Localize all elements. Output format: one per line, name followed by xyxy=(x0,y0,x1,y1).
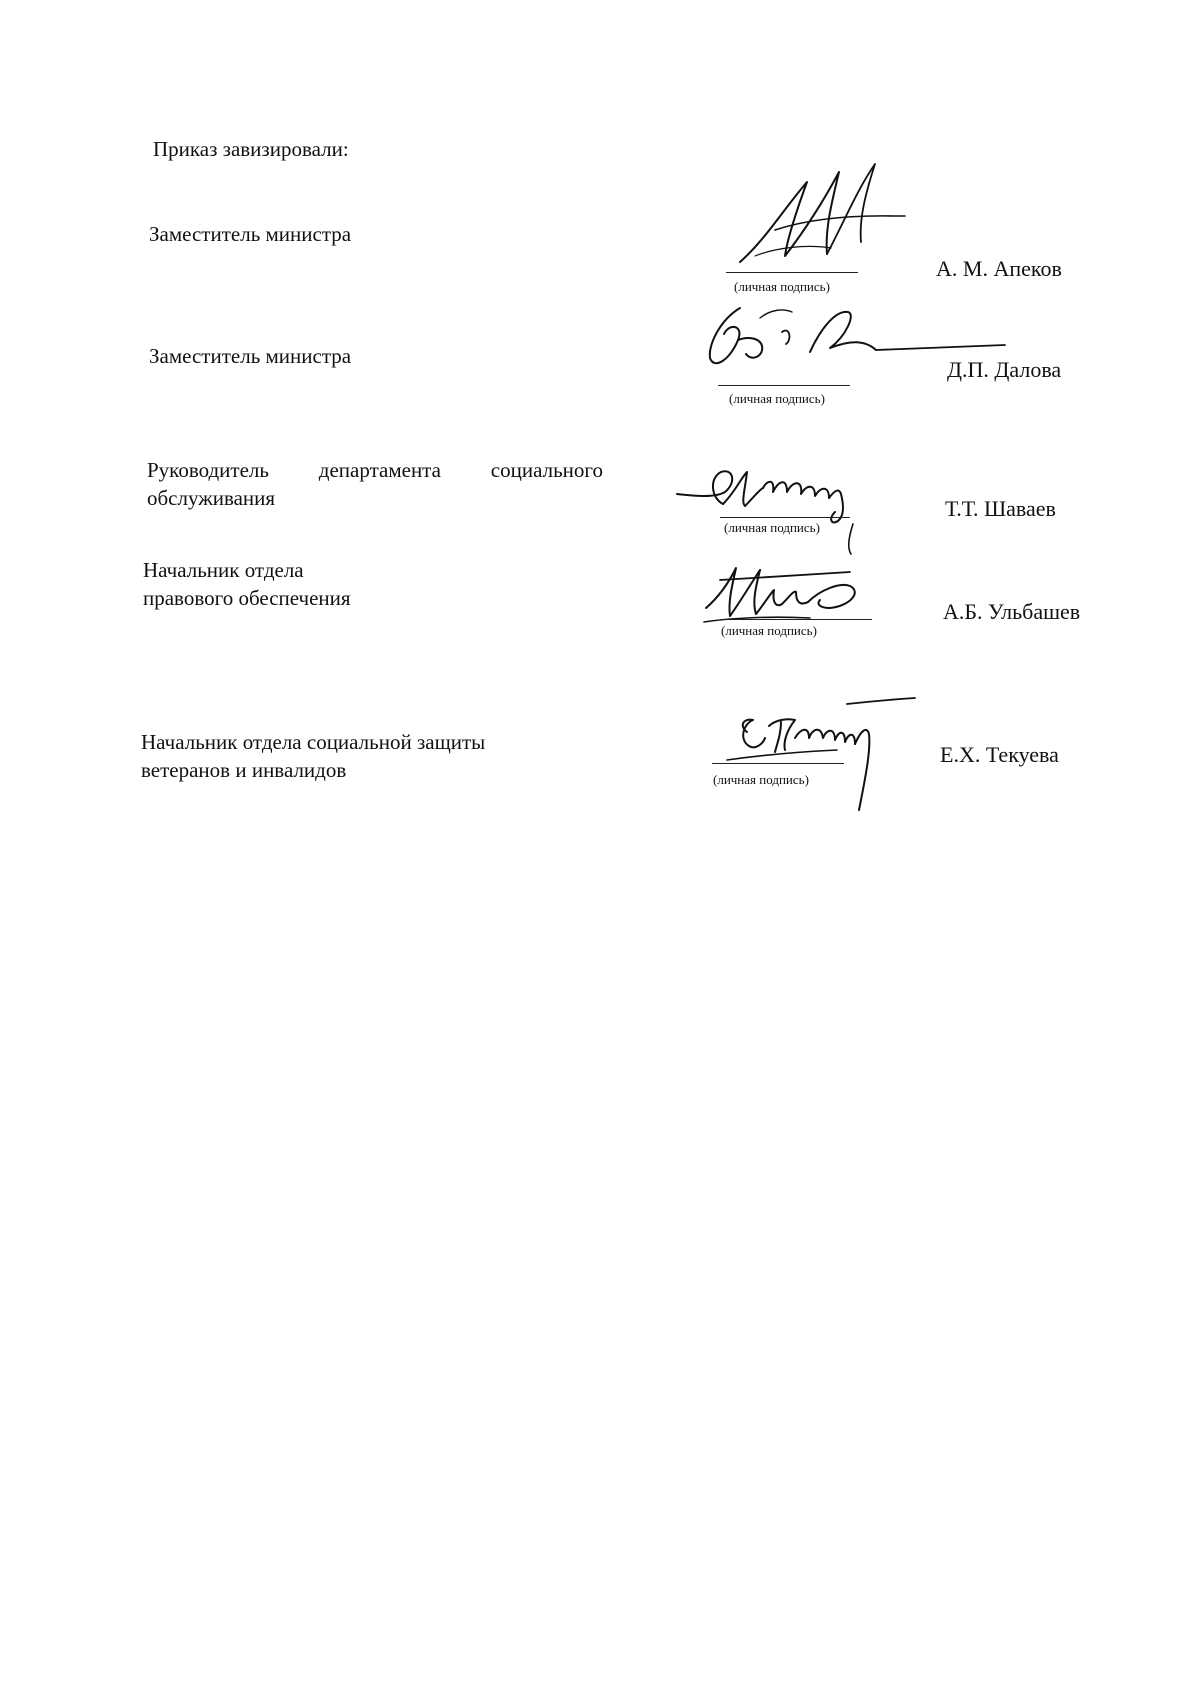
position-word: департамента xyxy=(318,458,441,482)
signatory-position xyxy=(149,220,351,248)
signature-line xyxy=(726,272,858,273)
signature-line xyxy=(720,517,850,518)
position-word: Руководитель xyxy=(147,458,269,482)
position-line: Заместитель министра xyxy=(149,344,352,368)
approval-heading: Приказ завизировали: xyxy=(153,137,349,161)
position-line: Начальник отдела xyxy=(143,558,304,582)
signatory-position xyxy=(143,556,351,612)
signature-caption: (личная подпись) xyxy=(713,772,809,787)
signatory-name: Т.Т. Шаваев xyxy=(945,496,1056,521)
handwritten-signature xyxy=(675,462,885,557)
signatory-name: А. М. Апеков xyxy=(936,256,1062,281)
signature-caption: (личная подпись) xyxy=(729,391,825,406)
handwritten-signature xyxy=(735,160,925,270)
signature-line xyxy=(712,763,844,764)
signatory-name: Д.П. Далова xyxy=(947,357,1062,382)
signature-caption: (личная подпись) xyxy=(724,520,820,535)
position-line xyxy=(147,456,603,484)
handwritten-signature xyxy=(725,690,915,815)
position-word: социального xyxy=(490,458,603,482)
position-line: Начальник отдела социальной защиты xyxy=(141,730,486,754)
signatory-position xyxy=(147,456,603,512)
position-line: Заместитель министра xyxy=(149,222,352,246)
position-line: ветеранов и инвалидов xyxy=(141,758,347,782)
signature-caption: (личная подпись) xyxy=(734,279,830,294)
signatory-name: А.Б. Ульбашев xyxy=(943,599,1081,624)
position-line: обслуживания xyxy=(147,486,276,510)
signature-line xyxy=(718,385,850,386)
signatory-position xyxy=(149,342,351,370)
signature-caption: (личная подпись) xyxy=(721,623,817,638)
signatory-position xyxy=(141,728,485,784)
position-line: правового обеспечения xyxy=(143,586,351,610)
signature-line xyxy=(720,619,872,620)
signatory-name: Е.Х. Текуева xyxy=(940,742,1059,767)
